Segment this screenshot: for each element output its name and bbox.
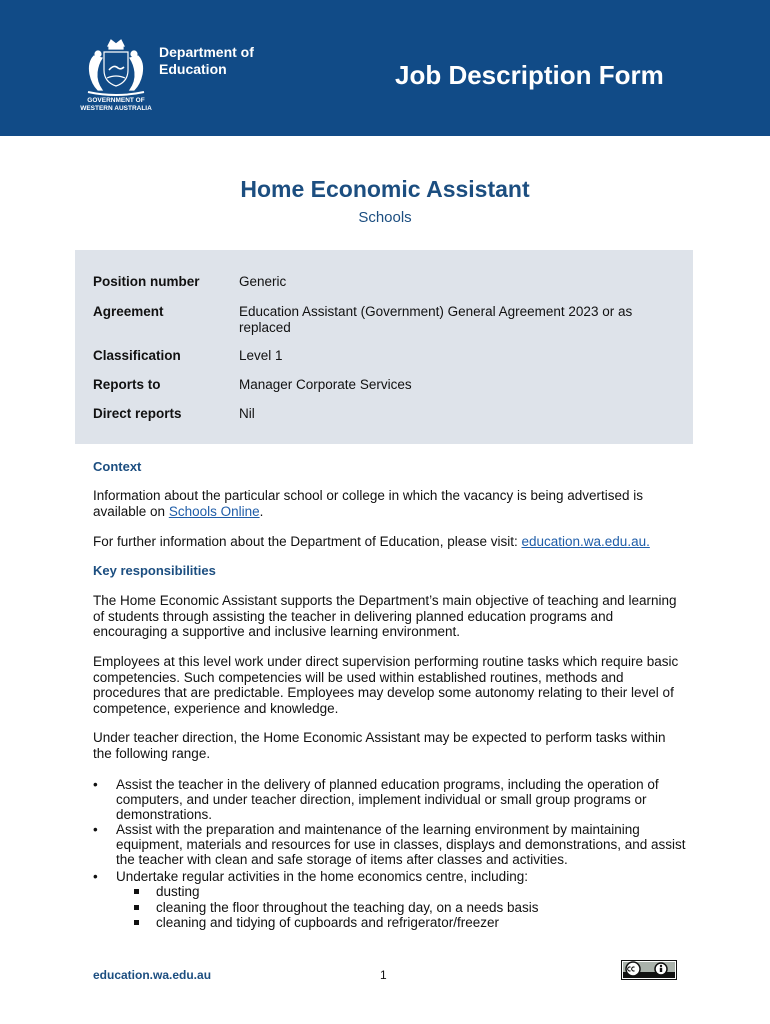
sub-list-item-text: cleaning the floor throughout the teaching day, on a needs basis xyxy=(156,900,539,915)
department-line-1: Department of xyxy=(159,44,254,60)
detail-value: Generic xyxy=(239,274,287,289)
schools-online-link[interactable]: Schools Online xyxy=(168,503,260,519)
context-paragraph-2 xyxy=(93,534,688,550)
detail-value: Education Assistant (Government) General Agreement 2023 or as replaced xyxy=(239,304,633,335)
position-subtitle: Schools xyxy=(358,209,412,226)
bullet-icon: • xyxy=(93,822,98,837)
government-line-2: WESTERN AUSTRALIA xyxy=(80,105,152,112)
square-bullet-icon xyxy=(134,920,139,925)
context-text-end: . xyxy=(259,503,264,519)
department-name xyxy=(159,44,254,78)
government-line-1: GOVERNMENT OF xyxy=(87,97,145,104)
context-text: For further information about the Department of Education, please visit: xyxy=(93,534,522,549)
responsibilities-heading: Key responsibilities xyxy=(93,563,216,578)
context-paragraph-1 xyxy=(93,488,688,519)
detail-label: Position number xyxy=(93,274,200,289)
position-title: Home Economic Assistant xyxy=(240,176,530,202)
government-label xyxy=(74,97,158,113)
detail-label: Direct reports xyxy=(93,406,182,421)
detail-value: Nil xyxy=(239,406,255,421)
header-banner xyxy=(0,0,770,136)
creative-commons-by-icon xyxy=(621,960,677,980)
detail-value: Manager Corporate Services xyxy=(239,377,412,392)
detail-label: Agreement xyxy=(93,304,164,319)
detail-label: Classification xyxy=(93,348,181,363)
list-item-text: Undertake regular activities in the home economics centre, including: xyxy=(116,869,528,884)
sub-list-item-text: dusting xyxy=(156,884,200,899)
responsibilities-paragraph-1: The Home Economic Assistant supports the Department’s main objective of teaching and learning of students through assisting the teacher in delivering planned education programs and encouraging a supportive and inclusive learning environment. xyxy=(93,593,677,639)
bullet-icon: • xyxy=(93,777,98,792)
list-item-text: Assist the teacher in the delivery of planned education programs, including the operation of computers, and under teacher direction, implement individual or small group programs or demonstrations. xyxy=(116,777,659,822)
context-text: Information about the particular school or college in which the vacancy is being advertised is available on xyxy=(93,488,644,519)
context-heading: Context xyxy=(93,459,142,474)
detail-label: Reports to xyxy=(93,377,161,392)
responsibilities-paragraph-3: Under teacher direction, the Home Economic Assistant may be expected to perform tasks within the following range. xyxy=(93,730,666,761)
education-website-link[interactable]: education.wa.edu.au. xyxy=(521,534,650,549)
detail-value: Level 1 xyxy=(239,348,283,363)
footer-url: education.wa.edu.au xyxy=(93,968,212,982)
position-details-box xyxy=(75,250,693,444)
list-item-text: Assist with the preparation and maintenance of the learning environment by maintaining equipment, materials and resources for use in classes, displays and demonstrations, and assist the teacher with clean and safe storage of items after classes and activities. xyxy=(116,822,686,867)
form-title: Job Description Form xyxy=(395,60,664,90)
square-bullet-icon xyxy=(134,905,139,910)
wa-coat-of-arms-icon xyxy=(80,38,152,100)
page-number: 1 xyxy=(380,968,387,982)
department-line-2: Education xyxy=(159,61,227,77)
square-bullet-icon xyxy=(134,889,139,894)
sub-list-item-text: cleaning and tidying of cupboards and refrigerator/freezer xyxy=(156,915,499,930)
responsibilities-paragraph-2: Employees at this level work under direct supervision performing routine tasks which require basic competencies. Such competencies will be used within established routines, methods and procedures that are predictable. Employees may develop some autonomy relating to their level of competence, experience and knowledge. xyxy=(93,654,679,716)
bullet-icon: • xyxy=(93,869,98,884)
